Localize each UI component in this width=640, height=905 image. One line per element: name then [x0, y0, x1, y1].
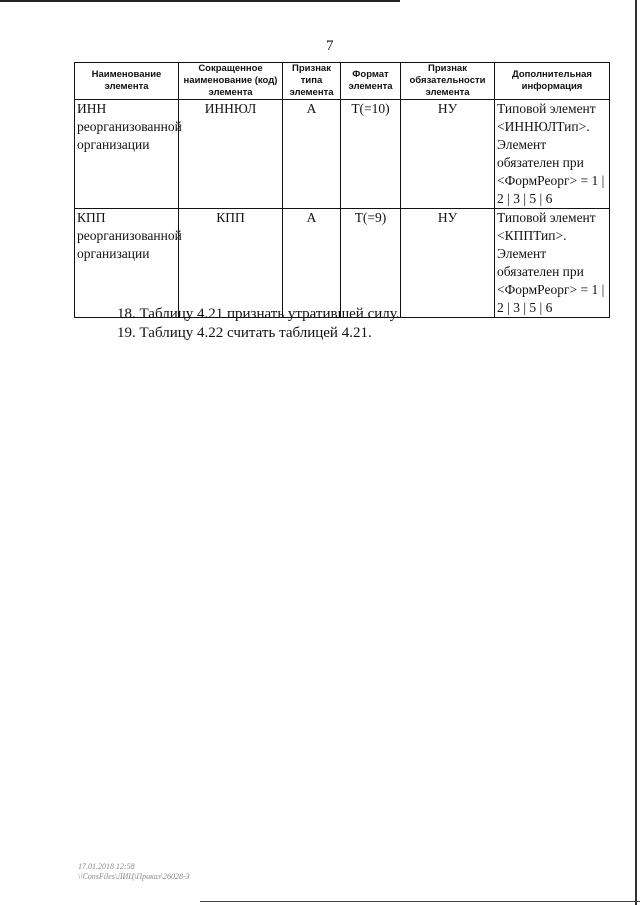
scan-edge-right [635, 0, 637, 905]
cell-code: ИННЮЛ [179, 100, 283, 209]
cell-info: Типовой элемент <КППТип>. Элемент обязателен при <ФормРеорг> = 1 | 2 | 3 | 5 | 6 [495, 209, 610, 318]
cell-code: КПП [179, 209, 283, 318]
footer-timestamp: 17.01.2018 12:58 [78, 862, 135, 871]
paragraph-item-18: 18. Таблицу 4.21 признать утратившей силу. [117, 306, 400, 322]
page-number: 7 [326, 38, 334, 54]
scan-edge-top [0, 0, 400, 2]
table-row [75, 100, 610, 209]
header-element-mandatory: Признак обязательности элемента [401, 63, 495, 100]
header-element-code: Сокращенное наименование (код) элемента [179, 63, 283, 100]
cell-mandatory: НУ [401, 209, 495, 318]
table-row [75, 209, 610, 318]
cell-type: А [283, 209, 341, 318]
header-element-format: Формат элемента [341, 63, 401, 100]
header-additional-info: Дополнительная информация [495, 63, 610, 100]
cell-format: T(=10) [341, 100, 401, 209]
header-element-name: Наименование элемента [75, 63, 179, 100]
cell-info: Типовой элемент <ИННЮЛТип>. Элемент обязателен при <ФормРеорг> = 1 | 2 | 3 | 5 | 6 [495, 100, 610, 209]
table-header-row [75, 63, 610, 100]
footer-file-path: \\ConsFiles\ЛИЦ\Приказ\26028-3 [78, 872, 190, 881]
cell-name: ИНН реорганизованной организации [75, 100, 179, 209]
cell-name: КПП реорганизованной организации [75, 209, 179, 318]
header-element-type: Признак типа элемента [283, 63, 341, 100]
elements-table [74, 62, 610, 318]
scan-edge-bottom [200, 901, 640, 902]
cell-format: T(=9) [341, 209, 401, 318]
cell-type: А [283, 100, 341, 209]
cell-mandatory: НУ [401, 100, 495, 209]
paragraph-item-19: 19. Таблицу 4.22 считать таблицей 4.21. [117, 325, 372, 341]
